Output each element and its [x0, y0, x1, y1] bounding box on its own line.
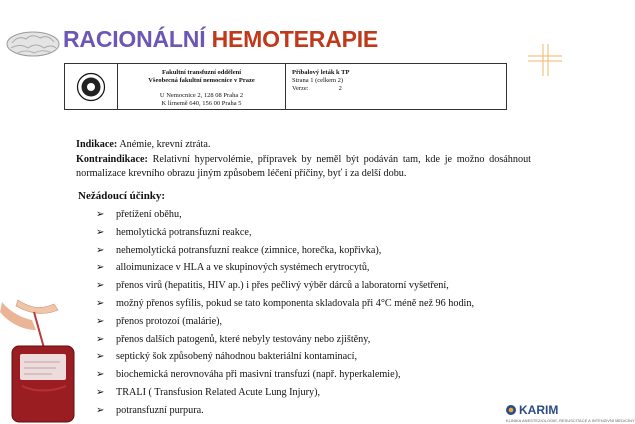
karim-logo — [505, 403, 558, 417]
list-item: ➢ přenos dalších patogenů, které nebyly testovány nebo zjištěny, — [96, 331, 474, 349]
bullet-arrow-icon: ➢ — [96, 369, 105, 381]
bullet-arrow-icon: ➢ — [96, 280, 105, 292]
doc-title: Příbalový leták k TP — [292, 69, 350, 76]
bullet-arrow-icon: ➢ — [96, 209, 105, 220]
indication-text: Anémie, krevní ztráta. — [119, 139, 211, 150]
bullet-arrow-icon: ➢ — [96, 333, 105, 345]
list-item: ➢ přetížení oběhu, — [96, 206, 474, 224]
blood-bag-illustration — [0, 300, 82, 424]
list-item: ➢ potransfuzní purpura. — [96, 402, 474, 420]
bullet-arrow-icon: ➢ — [96, 297, 105, 309]
bullet-arrow-icon: ➢ — [96, 244, 105, 256]
version-value: 2 — [338, 85, 342, 92]
org-name: Fakultní transfuzní oddělení — [161, 69, 242, 76]
list-item: ➢ septický šok způsobený náhodnou bakteriální kontaminací, — [96, 348, 474, 366]
karim-subtitle: KLINIKA ANESTEZIOLOGIE, RESUSCITACE A INTENZIVNÍ MEDICÍNY — [506, 418, 635, 423]
hospital-seal-icon — [76, 72, 106, 102]
list-item: ➢ TRALI ( Transfusion Related Acute Lung Injury), — [96, 384, 474, 402]
title-part2: HEMOTERAPIE — [211, 26, 379, 52]
version-label: Verze: — [292, 85, 309, 92]
bullet-arrow-icon: ➢ — [96, 386, 105, 398]
slide-title — [63, 26, 378, 53]
title-part1: RACIONÁLNÍ — [63, 26, 206, 52]
list-item: ➢ nehemolytická potransfuzní reakce (zimnice, horečka, kopřivka), — [96, 242, 474, 260]
bullet-arrow-icon: ➢ — [96, 404, 105, 416]
adverse-effects-heading: Nežádoucí účinky: — [78, 190, 166, 202]
list-item: ➢ přenos protozoí (malárie), — [96, 313, 474, 331]
indication-label: Indikace: — [76, 139, 118, 150]
contraindication-text: Relativní hypervolémie, přípravek by neměl být podáván tam, kde je možno dosáhnout normalizace krevního obrazu jiným způsobem léčení příčiny, byť i za delší dobu. — [76, 154, 531, 179]
list-item: ➢ možný přenos syfilis, pokud se tato komponenta skladovala při 4°C méně než 96 hodin, — [96, 295, 474, 313]
address-line-1: U Nemocnice 2, 128 08 Praha 2 — [159, 92, 244, 99]
bullet-arrow-icon: ➢ — [96, 315, 105, 327]
list-item: ➢ biochemická nerovnováha při masivní transfuzi (např. hyperkalemie), — [96, 366, 474, 384]
contraindication-paragraph — [76, 153, 531, 181]
hospital-name: Všeobecná fakultní nemocnice v Praze — [148, 77, 255, 84]
brain-illustration — [4, 29, 60, 57]
list-item: ➢ alloimunizace v HLA a ve skupinových systémech erytrocytů, — [96, 259, 474, 277]
list-item: ➢ hemolytická potransfuzní reakce, — [96, 224, 474, 242]
organization-cell — [118, 64, 286, 109]
document-info-cell — [286, 64, 506, 109]
address-line-2: K lírnemě 640, 156 00 Praha 5 — [161, 100, 242, 107]
page-info: Strana 1 (celkem 2) — [292, 77, 344, 84]
hospital-logo-cell — [65, 64, 118, 109]
bullet-arrow-icon: ➢ — [96, 226, 105, 238]
crosshair-decoration-icon — [528, 44, 562, 76]
heart-location-icon — [505, 404, 517, 416]
adverse-effects-list — [96, 206, 474, 420]
karim-logo-text: KARIM — [519, 403, 559, 417]
bullet-arrow-icon: ➢ — [96, 351, 105, 363]
list-item: ➢ přenos virů (hepatitis, HIV ap.) i přes pečlivý výběr dárců a laboratorní vyšetření, — [96, 277, 474, 295]
indication-paragraph — [76, 139, 210, 150]
contraindication-label: Kontraindikace: — [76, 154, 148, 165]
document-header-table — [64, 63, 507, 110]
bullet-arrow-icon: ➢ — [96, 262, 105, 274]
